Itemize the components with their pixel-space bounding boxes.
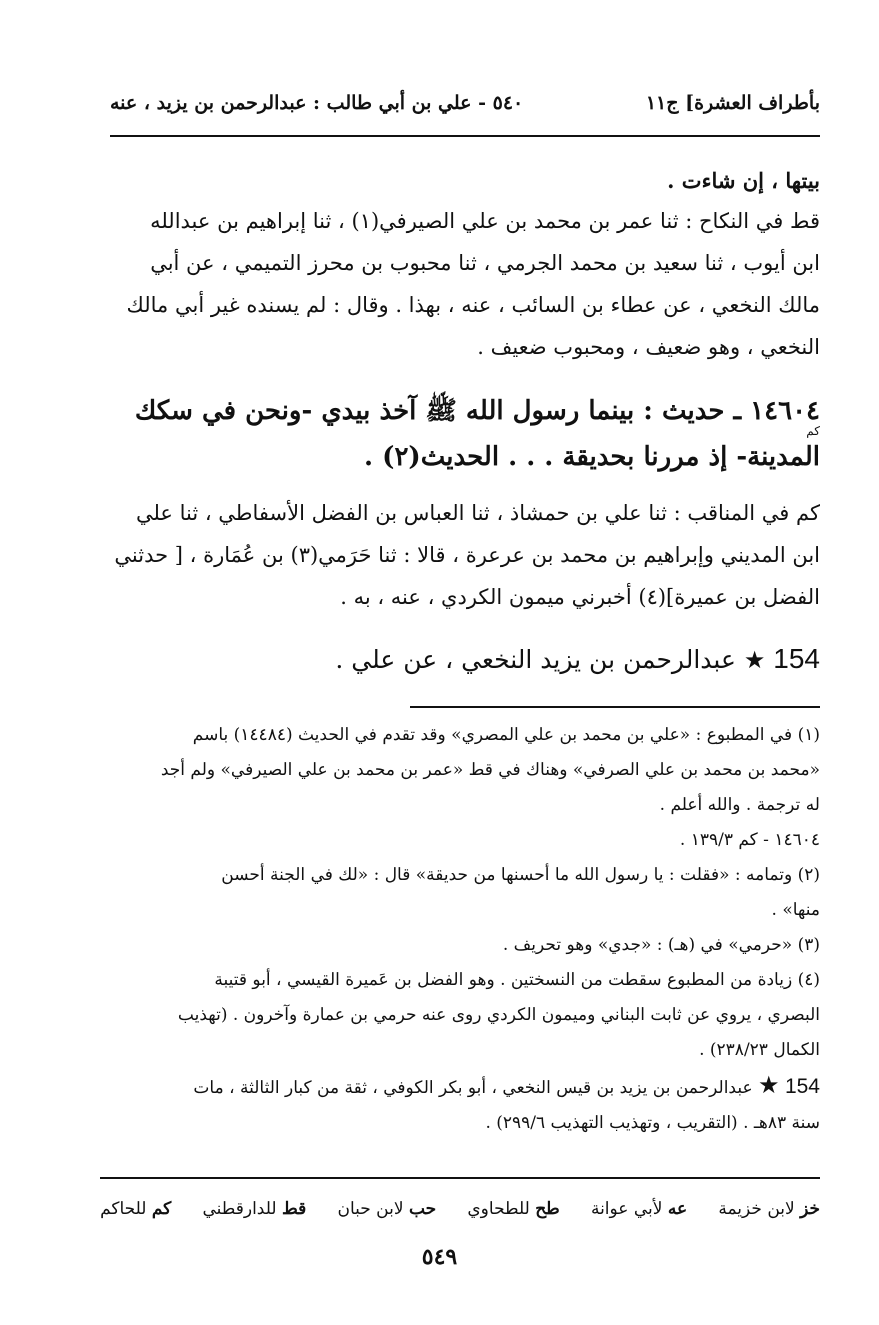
footnote-line: (٤) زيادة من المطبوع سقطت من النسختين . وهو الفضل بن عَميرة القيسي ، أبو قتيبة bbox=[214, 970, 820, 990]
header-rule bbox=[110, 135, 820, 137]
footnote-line: منها» . bbox=[771, 900, 820, 920]
footnote-line: الكمال ٢٣٨/٢٣) . bbox=[699, 1040, 820, 1060]
star-icon: ★ bbox=[758, 1071, 780, 1099]
footnote-line: ١٤٦٠٤ - كم ١٣٩/٣ . bbox=[679, 830, 820, 850]
header-title: بأطراف العشرة] ج١١ bbox=[645, 92, 820, 114]
bio-line: سنة ٨٣هـ . (التقريب ، وتهذيب التهذيب ٢٩٩/٦) . bbox=[485, 1113, 820, 1133]
legend-item bbox=[718, 1199, 820, 1219]
text-line: مالك النخعي ، عن عطاء بن السائب ، عنه ، بهذا . وقال : لم يسنده غير أبي مالك bbox=[126, 293, 820, 317]
legend-name: لأبي عوانة bbox=[590, 1199, 663, 1219]
hadith-entry bbox=[105, 388, 820, 480]
legend-name: لابن حبان bbox=[337, 1199, 404, 1219]
legend-abbr: طح bbox=[535, 1199, 560, 1219]
footnote-line: «محمد بن محمد بن علي الصرفي» وهناك في قط «عمر بن محمد بن علي الصيرفي» ولم أجد bbox=[160, 760, 820, 780]
paragraph-nikah bbox=[105, 200, 820, 368]
hadith-source-marker: كم bbox=[806, 424, 820, 438]
footnotes bbox=[105, 718, 820, 1141]
text-line: كم في المناقب : ثنا علي بن حمشاذ ، ثنا العباس بن الفضل الأسفاطي ، ثنا علي bbox=[135, 501, 820, 525]
section-title: عبدالرحمن بن يزيد النخعي ، عن علي . bbox=[335, 645, 736, 674]
text-line: ابن أيوب ، ثنا سعيد بن محمد الجرمي ، ثنا محبوب بن محرز التميمي ، عن أبي bbox=[150, 251, 820, 275]
footnote-line: البصري ، يروي عن ثابت البناني وميمون الكردي روى عنه حرمي بن عمارة وآخرون . (تهذيب bbox=[177, 1005, 820, 1025]
legend-name: للطحاوي bbox=[467, 1199, 530, 1219]
bio-line bbox=[105, 1068, 820, 1106]
legend-name: لابن خزيمة bbox=[718, 1199, 795, 1219]
footnote-line: (١) في المطبوع : «علي بن محمد بن علي المصري» وقد تقدم في الحديث (١٤٤٨٤) باسم bbox=[192, 725, 820, 745]
section-number: 154 bbox=[773, 643, 820, 674]
hadith-line: المدينة- إذ مررنا بحديقة . . . الحديث(٢) . bbox=[364, 442, 820, 472]
footnote-line: (٣) «حرمي» في (هـ) : «جدي» وهو تحريف . bbox=[502, 935, 820, 955]
legend-name: للحاكم bbox=[100, 1199, 147, 1219]
bio-number: 154 bbox=[784, 1075, 820, 1098]
footnote-rule bbox=[410, 706, 820, 708]
footnote-line: له ترجمة . والله أعلم . bbox=[659, 795, 820, 815]
text-line: قط في النكاح : ثنا عمر بن محمد بن علي الصيرفي(١) ، ثنا إبراهيم بن عبدالله bbox=[150, 209, 820, 233]
legend-abbr: كم bbox=[151, 1199, 172, 1219]
text-line: الفضل بن عميرة](٤) أخبرني ميمون الكردي ، عنه ، به . bbox=[340, 585, 820, 609]
hadith-line: ١٤٦٠٤ ـ حديث : بينما رسول الله ﷺ آخذ بيدي -ونحن في سكك bbox=[134, 396, 820, 426]
text-line: بيتها ، إن شاءت . bbox=[667, 168, 820, 193]
page-number: ٥٤٩ bbox=[421, 1244, 458, 1270]
bio-text: عبدالرحمن بن يزيد بن قيس النخعي ، أبو بكر الكوفي ، ثقة من كبار الثالثة ، مات bbox=[193, 1078, 753, 1098]
legend-item bbox=[100, 1199, 171, 1219]
legend-item bbox=[203, 1199, 307, 1219]
footer-rule bbox=[100, 1177, 820, 1179]
legend-name: للدارقطني bbox=[202, 1199, 277, 1219]
running-header bbox=[110, 84, 820, 122]
legend-abbr: قط bbox=[281, 1199, 307, 1219]
text-line: ابن المديني وإبراهيم بن محمد بن عرعرة ، قالا : ثنا حَرَمي(٣) بن عُمَارة ، [ حدثني bbox=[114, 543, 820, 567]
footnote-line: (٢) وتمامه : «فقلت : يا رسول الله ما أحسنها من حديقة» قال : «لك في الجنة أحسن bbox=[221, 865, 820, 885]
section-heading bbox=[105, 636, 820, 683]
star-icon: ★ bbox=[743, 646, 766, 674]
text-line: النخعي ، وهو ضعيف ، ومحبوب ضعيف . bbox=[477, 335, 820, 359]
legend-item bbox=[337, 1199, 436, 1219]
abbreviation-legend bbox=[100, 1192, 820, 1226]
legend-abbr: خز bbox=[800, 1199, 820, 1219]
legend-abbr: حب bbox=[408, 1199, 437, 1219]
legend-abbr: عه bbox=[667, 1199, 688, 1219]
continuation-text bbox=[105, 160, 820, 202]
legend-item bbox=[591, 1199, 687, 1219]
paragraph-manaqib bbox=[105, 492, 820, 618]
header-subtitle: ٥٤٠ - علي بن أبي طالب : عبدالرحمن بن يزيد ، عنه bbox=[110, 92, 524, 114]
legend-item bbox=[467, 1199, 559, 1219]
